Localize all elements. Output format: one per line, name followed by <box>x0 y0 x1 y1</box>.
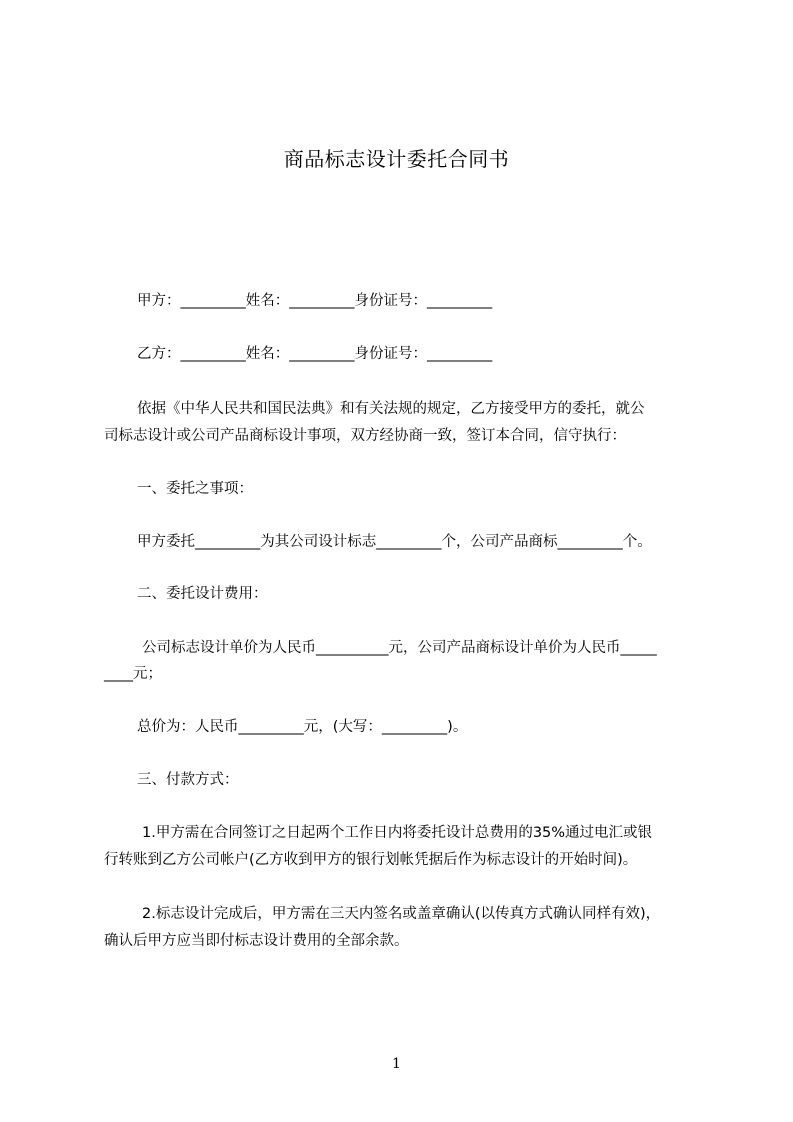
payment-2-line-2: 确认后甲方应当即付标志设计费用的全部余款。 <box>104 933 409 949</box>
section-2-heading: 二、委托设计费用： <box>137 586 268 602</box>
payment-1-line-2: 行转账到乙方公司帐户(乙方收到甲方的银行划帐凭据后作为标志设计的开始时间)。 <box>104 852 638 868</box>
section-1-heading: 一、委托之事项： <box>137 481 253 497</box>
party-b-line: 乙方：_________姓名：_________身份证号：_________ <box>137 346 493 362</box>
section-3-heading: 三、付款方式： <box>137 772 239 788</box>
section-1-body: 甲方委托_________为其公司设计标志_________个，公司产品商标_________个。 <box>137 534 652 550</box>
payment-2-line-1: 2.标志设计完成后，甲方需在三天内签名或盖章确认(以传真方式确认同样有效)， <box>142 906 661 922</box>
section-2-price-line-2: ____元； <box>104 666 162 682</box>
intro-line-1: 依据《中华人民共和国民法典》和有关法规的规定，乙方接受甲方的委托，就公 <box>137 401 645 417</box>
document-title: 商品标志设计委托合同书 <box>283 147 510 171</box>
intro-line-2: 司标志设计或公司产品商标设计事项，双方经协商一致，签订本合同，信守执行： <box>104 428 626 444</box>
section-2-price-line-1: 公司标志设计单价为人民币__________元，公司产品商标设计单价为人民币_____ <box>142 640 657 656</box>
party-a-line: 甲方：_________姓名：_________身份证号：_________ <box>137 293 493 309</box>
section-2-total: 总价为：人民币_________元，(大写：_________)。 <box>137 719 468 735</box>
page-number: 1 <box>392 1056 401 1072</box>
payment-1-line-1: 1.甲方需在合同签订之日起两个工作日内将委托设计总费用的35%通过电汇或银 <box>142 825 653 841</box>
